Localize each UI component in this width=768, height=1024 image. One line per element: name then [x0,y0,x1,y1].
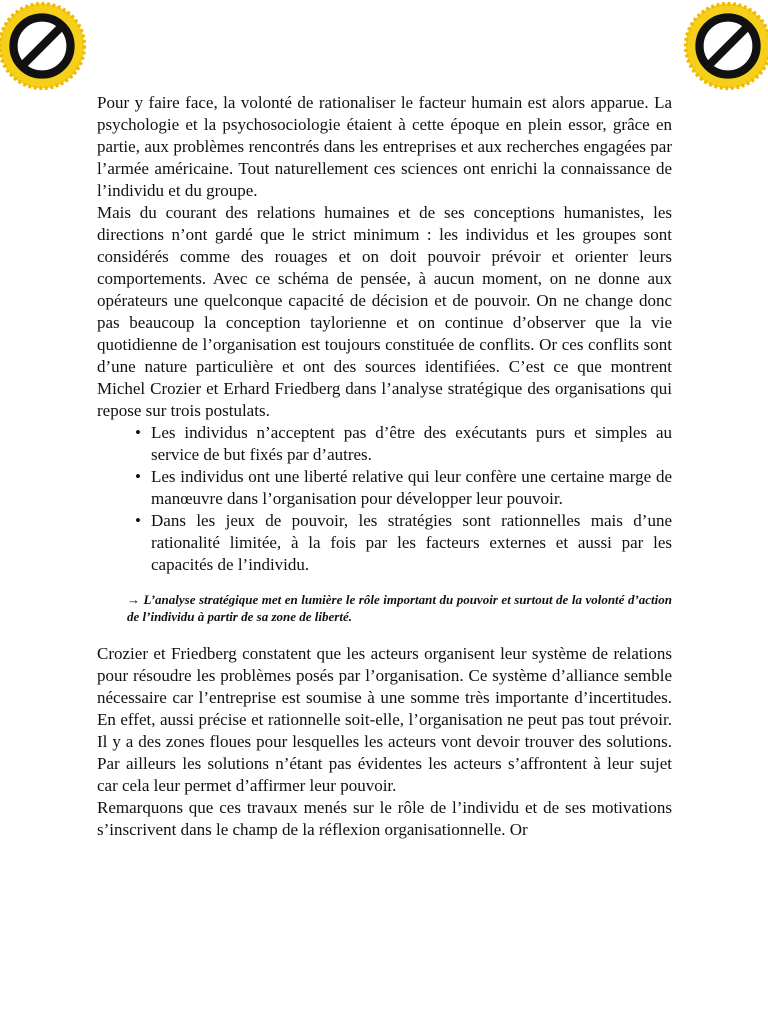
prohibited-badge-left-icon [0,0,90,92]
prohibited-badge-right-icon [680,0,768,92]
paragraph: Mais du courant des relations humaines et de ses conceptions humanistes, les directions n’ont gardé que le strict minimum : les individus et les groupes sont considérés comme des rouages et on doit pouvoir prévoir et orienter leurs comportements. Avec ce schéma de pensée, à aucun moment, on ne donne aux opérateurs une quelconque capacité de décision et de pouvoir. On ne change donc pas beaucoup la conception taylorienne et on continue d’observer que la vie quotidienne de l’organisation est toujours constituée de conflits. Or ces conflits sont d’une nature particulière et ont des sources identifiées. C’est ce que montrent Michel Crozier et Erhard Friedberg dans l’analyse stratégique des organisations qui repose sur trois postulats. [97,203,672,420]
paragraph: Crozier et Friedberg constatent que les acteurs organisent leur système de relations pour résoudre les problèmes posés par l’organisation. Ce système d’alliance semble nécessaire car l’entreprise est soumise à une somme très importante d’incertitudes. En effet, aussi précise et rationnelle soit-elle, l’organisation ne peut pas tout prévoir. Il y a des zones floues pour lesquelles les acteurs vont devoir trouver des solutions. Par ailleurs les solutions n’étant pas évidentes les acteurs s’affrontent à leur sujet car cela leur permet d’affirmer leur pouvoir. [97,644,672,795]
list-item: • Les individus n’acceptent pas d’être des exécutants purs et simples au service de but fixés par d’autres. [135,422,672,466]
list-item: • Dans les jeux de pouvoir, les stratégies sont rationnelles mais d’une rationalité limitée, à la fois par les facteurs externes et aussi par les capacités de l’individu. [135,510,672,576]
list-item: • Les individus ont une liberté relative qui leur confère une certaine marge de manœuvre dans l’organisation pour développer leur pouvoir. [135,466,672,510]
postulates-list [97,422,672,576]
paragraph: Remarquons que ces travaux menés sur le rôle de l’individu et de ses motivations s’inscrivent dans le champ de la réflexion organisationnelle. Or [97,798,672,839]
document-body [97,92,672,841]
conclusion-note: → L’analyse stratégique met en lumière le rôle important du pouvoir et surtout de la volonté d’action de l’individu à partir de sa zone de liberté. [127,592,672,624]
paragraph: Pour y faire face, la volonté de rationaliser le facteur humain est alors apparue. La psychologie et la psychosociologie étaient à cette époque en plein essor, grâce en partie, aux problèmes rencontrés dans les entreprises et aux recherches engagées par l’armée américaine. Tout naturellement ces sciences ont enrichi la connaissance de l’individu et du groupe. [97,93,672,200]
